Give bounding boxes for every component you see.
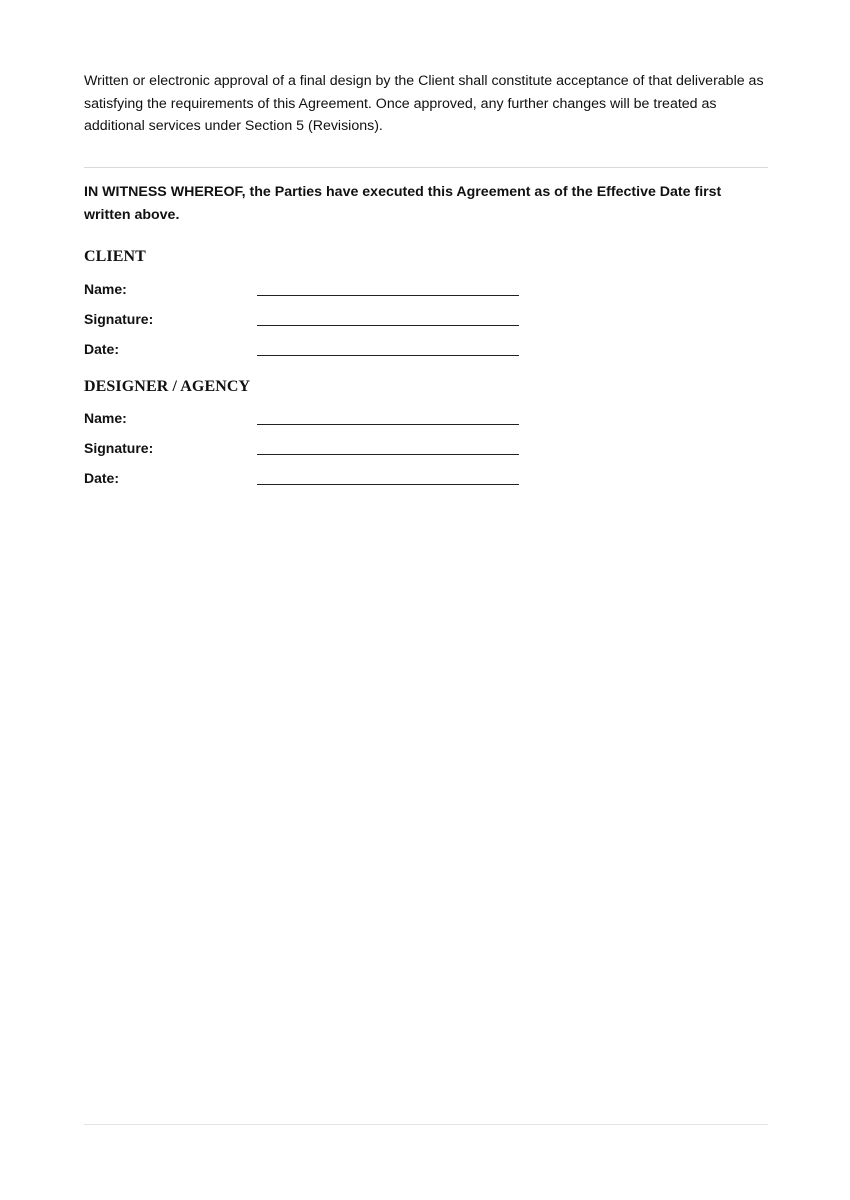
client-date-label: Date: <box>84 341 120 357</box>
designer-name-label: Name: <box>84 410 127 426</box>
client-signature-field <box>84 309 534 331</box>
witness-clause: IN WITNESS WHEREOF, the Parties have executed this Agreement as of the Effective Date first written above. <box>84 184 722 223</box>
approval-paragraph: Written or electronic approval of a final design by the Client shall constitute acceptance of that deliverable as satisfying the requirements of this Agreement. Once approved, any further changes will be treated as additional services under Section 5 (Revisions). <box>84 73 764 134</box>
client-date-field <box>84 339 534 361</box>
client-date-line[interactable] <box>257 355 519 356</box>
designer-name-field <box>84 408 534 430</box>
designer-name-line[interactable] <box>257 424 519 425</box>
client-name-field <box>84 279 534 301</box>
designer-heading: DESIGNER / AGENCY <box>84 378 251 395</box>
client-heading: CLIENT <box>84 248 146 265</box>
client-signature-label: Signature: <box>84 311 154 327</box>
footer-divider <box>84 1124 768 1125</box>
designer-signature-label: Signature: <box>84 440 154 456</box>
designer-date-line[interactable] <box>257 484 519 485</box>
section-divider <box>84 167 768 168</box>
client-signature-line[interactable] <box>257 325 519 326</box>
client-name-label: Name: <box>84 281 127 297</box>
designer-signature-line[interactable] <box>257 454 519 455</box>
designer-date-label: Date: <box>84 470 120 486</box>
designer-date-field <box>84 468 534 490</box>
designer-signature-field <box>84 438 534 460</box>
client-name-line[interactable] <box>257 295 519 296</box>
